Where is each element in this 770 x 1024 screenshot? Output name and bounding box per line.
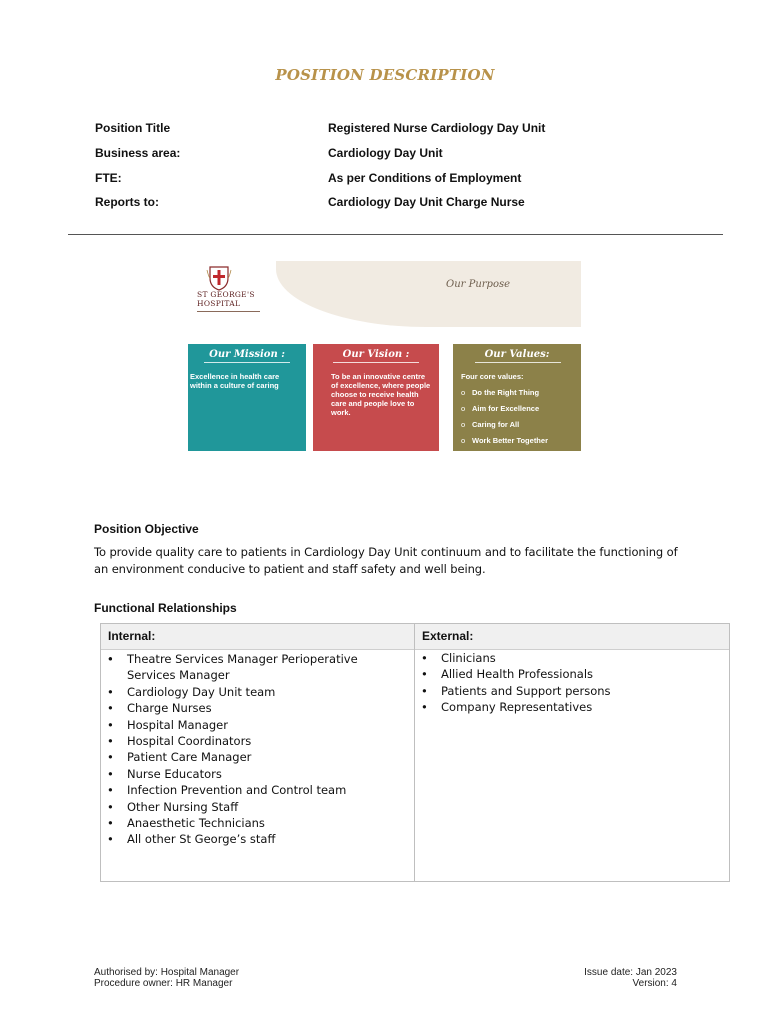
footer-left (94, 967, 239, 989)
footer-authorised: Authorised by: Hospital Manager (94, 967, 240, 978)
external-header: External: (422, 629, 474, 643)
list-item: • Hospital Coordinators (104, 733, 404, 749)
vision-text: To be an innovative centre of excellence, where people choose to receive health care and people love to work. (331, 372, 431, 417)
document-title: POSITION DESCRIPTION (275, 66, 495, 84)
values-item: o Caring for All (461, 420, 520, 429)
list-item: • Other Nursing Staff (104, 799, 404, 815)
list-item: • Allied Health Professionals (418, 666, 718, 682)
footer-version: Version: 4 (632, 978, 677, 989)
info-value: Cardiology Day Unit Charge Nurse (328, 195, 525, 209)
objective-text: To provide quality care to patients in Cardiology Day Unit continuum and to facilitate the functioning of an environment conducive to patient and staff safety and well being. (94, 545, 678, 576)
values-body (461, 372, 579, 445)
external-list (418, 650, 718, 716)
hospital-logo (192, 264, 272, 318)
internal-list (104, 651, 404, 848)
purpose-label: Our Purpose (446, 279, 511, 290)
list-item: • Nurse Educators (104, 766, 404, 782)
list-item: • Hospital Manager (104, 717, 404, 733)
list-item: • Clinicians (418, 650, 718, 666)
mission-underline (204, 362, 290, 363)
list-item: • Company Representatives (418, 699, 718, 715)
values-title: Our Values: (484, 349, 550, 360)
relationships-table (100, 623, 729, 881)
mission-card (188, 344, 306, 451)
list-item: • Anaesthetic Technicians (104, 815, 404, 831)
mission-text: Excellence in health care within a culture of caring (190, 372, 280, 390)
list-item: • Charge Nurses (104, 700, 404, 716)
values-item: o Aim for Excellence (461, 404, 540, 413)
list-item: • Patients and Support persons (418, 683, 718, 699)
footer-right (584, 967, 677, 989)
relationships-heading: Functional Relationships (94, 601, 237, 615)
vision-card (313, 344, 439, 451)
mission-title: Our Mission : (209, 349, 285, 360)
objective-heading: Position Objective (94, 522, 199, 536)
info-value: Cardiology Day Unit (328, 146, 443, 160)
purpose-panel (276, 261, 581, 327)
logo-underline (197, 311, 260, 312)
footer-owner: Procedure owner: HR Manager (94, 978, 233, 989)
purpose-banner (188, 261, 581, 451)
values-card (453, 344, 581, 451)
info-label: Reports to: (95, 195, 159, 209)
hospital-name: ST GEORGE'S HOSPITAL (197, 290, 255, 308)
vision-underline (333, 362, 419, 363)
info-label: Business area: (95, 146, 181, 160)
values-intro: Four core values: (461, 372, 524, 381)
values-item: o Do the Right Thing (461, 388, 540, 397)
hospital-crest-icon (206, 264, 232, 292)
section-divider (68, 234, 723, 235)
list-item: • Theatre Services Manager Perioperative Services Manager (104, 651, 404, 684)
list-item: • Cardiology Day Unit team (104, 684, 404, 700)
values-item: o Work Better Together (461, 436, 548, 445)
internal-header: Internal: (108, 629, 156, 643)
list-item: • All other St George’s staff (104, 831, 404, 847)
values-underline (475, 362, 561, 363)
list-item: • Infection Prevention and Control team (104, 782, 404, 798)
info-label: FTE: (95, 171, 122, 185)
info-value: As per Conditions of Employment (328, 171, 522, 185)
info-label: Position Title (95, 121, 171, 135)
table-column-divider (414, 623, 415, 881)
footer-issue-date: Issue date: Jan 2023 (584, 967, 677, 978)
values-list (461, 388, 579, 445)
info-value: Registered Nurse Cardiology Day Unit (328, 121, 546, 135)
vision-title: Our Vision : (342, 349, 410, 360)
list-item: • Patient Care Manager (104, 749, 404, 765)
